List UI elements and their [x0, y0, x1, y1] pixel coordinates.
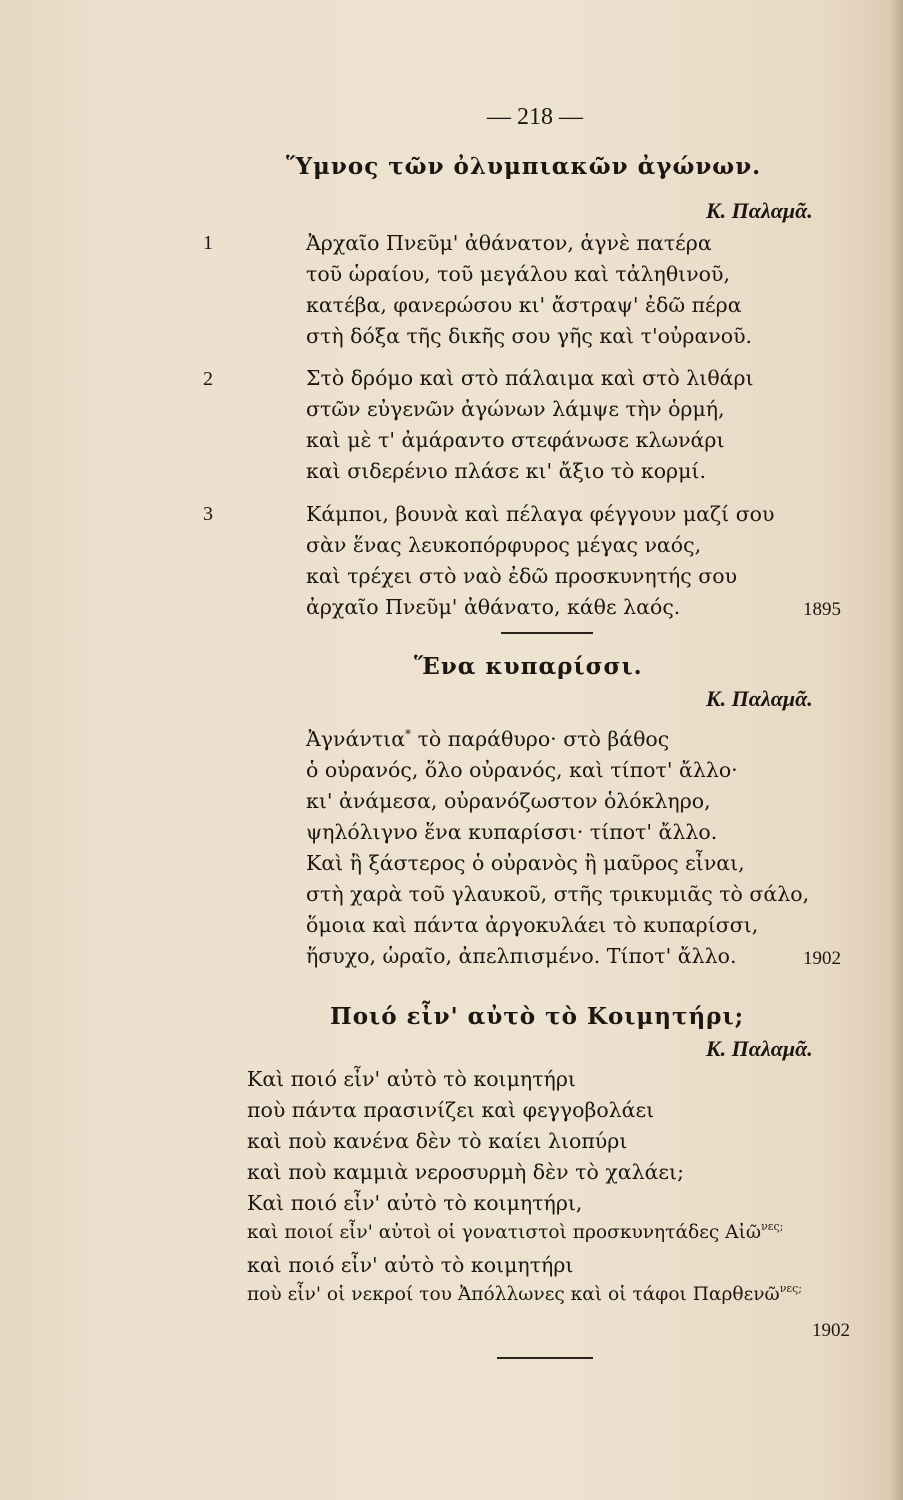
poem-line: τοῦ ὡραίου, τοῦ μεγάλου καὶ τἀληθινοῦ,: [306, 262, 730, 286]
poem-line: καὶ τρέχει στὸ ναὸ ἐδῶ προσκυνητής σου: [306, 564, 738, 588]
poem-line: στῶν εὐγενῶν ἀγώνων λάμψε τὴν ὁρμή,: [306, 397, 725, 421]
poem-line: στὴ δόξα τῆς δικῆς σου γῆς καὶ τ'οὐρανοῦ.: [306, 324, 753, 348]
poem-line: Στὸ δρόμο καὶ στὸ πάλαιμα καὶ στὸ λιθάρι: [306, 366, 754, 390]
poem2-title: Ἕνα κυπαρίσσι.: [414, 653, 643, 680]
poem-line: [247, 1282, 802, 1305]
line-suffix: νες;: [779, 1282, 802, 1295]
poem-line: σὰν ἕνας λευκοπόρφυρος μέγας ναός,: [306, 533, 702, 557]
page-edge-shadow: [889, 0, 903, 1500]
poem-line: Ἀρχαῖο Πνεῦμ' ἀθάνατον, ἁγνὲ πατέρα: [306, 231, 712, 255]
poem-line: Καὶ ἢ ξάστερος ὁ οὐρανὸς ἢ μαῦρος εἶναι,: [306, 851, 745, 875]
section-divider: [501, 632, 593, 634]
poem-line: ἥσυχο, ὡραῖο, ἀπελπισμένο. Τίποτ' ἄλλο.: [306, 944, 737, 968]
poem-line: ὅμοια καὶ πάντα ἀργοκυλάει τὸ κυπαρίσσι,: [306, 913, 759, 937]
poem-line: κατέβα, φανερώσου κι' ἄστραψ' ἐδῶ πέρα: [306, 293, 742, 317]
poem-line: καὶ σιδερένιο πλάσε κι' ἄξιο τὸ κορμί.: [306, 459, 706, 483]
poem1-year: 1895: [803, 599, 841, 620]
stanza-number: 2: [203, 368, 213, 390]
poem1-title: Ὕμνος τῶν ὀλυμπιακῶν ἀγώνων.: [286, 153, 762, 180]
poem-line: ποὺ πάντα πρασινίζει καὶ φεγγοβολάει: [247, 1098, 655, 1122]
poem-line-first: [306, 729, 669, 750]
poem-line-text: ποὺ εἶν' οἱ νεκροί του Ἀπόλλωνες καὶ οἱ τάφοι Παρθενῶ: [247, 1284, 780, 1305]
stanza-number: 3: [203, 503, 213, 525]
poem3-title: Ποιό εἶν' αὐτὸ τὸ Κοιμητήρι;: [330, 1003, 745, 1030]
page-number: — 218 —: [487, 104, 583, 130]
poem1-author: Κ. Παλαμᾶ.: [706, 198, 813, 223]
poem-line-rest: τὸ παράθυρο· στὸ βάθος: [411, 727, 670, 751]
poem-line: [247, 1220, 784, 1243]
poem-line: ἀρχαῖο Πνεῦμ' ἀθάνατο, κάθε λαός.: [306, 595, 681, 619]
poem-line-word: Ἀγνάντια: [306, 727, 406, 751]
stanza-number: 1: [203, 232, 213, 254]
poem-line-text: καὶ ποιοί εἶν' αὐτοὶ οἱ γονατιστοὶ προσκυνητάδες Αἰῶ: [247, 1222, 762, 1243]
poem-line: στὴ χαρὰ τοῦ γλαυκοῦ, στῆς τρικυμιᾶς τὸ σάλο,: [306, 882, 810, 906]
poem3-year: 1902: [812, 1320, 850, 1341]
footnote-mark: *: [405, 727, 412, 741]
poem2-author: Κ. Παλαμᾶ.: [706, 686, 813, 711]
poem-line: καὶ ποιό εἶν' αὐτὸ τὸ κοιμητήρι: [247, 1253, 574, 1277]
poem-line: Καὶ ποιό εἶν' αὐτὸ τὸ κοιμητήρι: [247, 1067, 576, 1091]
poem-line: καὶ ποὺ καμμιὰ νεροσυρμὴ δὲν τὸ χαλάει;: [247, 1160, 684, 1184]
poem-line: ψηλόλιγνο ἕνα κυπαρίσσι· τίποτ' ἄλλο.: [306, 820, 718, 844]
line-suffix: νες;: [761, 1220, 784, 1233]
poem-line: Καὶ ποιό εἶν' αὐτὸ τὸ κοιμητήρι,: [247, 1191, 583, 1215]
poem3-author: Κ. Παλαμᾶ.: [706, 1036, 813, 1061]
poem-line: ὁ οὐρανός, ὅλο οὐρανός, καὶ τίποτ' ἄλλο·: [306, 758, 738, 782]
section-divider: [497, 1357, 593, 1359]
poem-line: Κάμποι, βουνὰ καὶ πέλαγα φέγγουν μαζί σου: [306, 502, 775, 526]
poem-line: καὶ ποὺ κανένα δὲν τὸ καίει λιοπύρι: [247, 1129, 628, 1153]
poem-line: κι' ἀνάμεσα, οὐρανόζωστον ὁλόκληρο,: [306, 789, 711, 813]
poem-line: καὶ μὲ τ' ἀμάραντο στεφάνωσε κλωνάρι: [306, 428, 725, 452]
poem2-year: 1902: [803, 948, 841, 969]
